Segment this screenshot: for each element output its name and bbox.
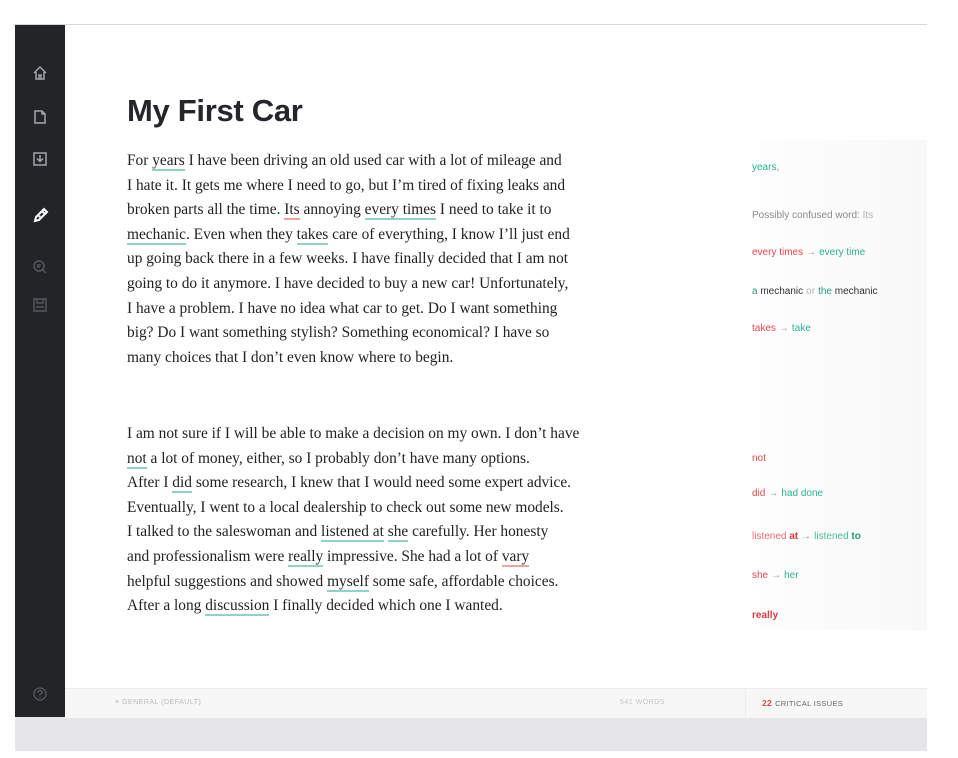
flagged-word[interactable]: Its <box>284 201 300 219</box>
suggestion-option-the-word: mechanic <box>834 286 878 297</box>
suggestion-card-not[interactable] <box>752 453 766 464</box>
issues-label: CRITICAL ISSUES <box>775 699 844 708</box>
issues-number: 22 <box>762 698 773 708</box>
suggestion-card-she[interactable] <box>752 570 799 581</box>
arrow-icon: → <box>806 247 817 258</box>
suggestion-option-a: a <box>752 286 758 297</box>
text-line <box>127 272 707 297</box>
flagged-word[interactable]: myself <box>327 572 369 590</box>
text-segment: some safe, affordable choices. <box>368 572 559 590</box>
text-segment: I have been driving an old used car with a lot of mileage and <box>184 152 562 169</box>
document-title[interactable]: My First Car <box>127 93 303 128</box>
suggestion-text: years, <box>752 162 780 173</box>
suggestion-card-listened-at[interactable] <box>752 531 861 542</box>
text-segment: broken parts all the time. <box>127 201 285 219</box>
text-line <box>127 570 707 595</box>
paragraph-2[interactable] <box>127 422 707 619</box>
word-count: 541 WORDS <box>620 699 665 706</box>
flagged-word[interactable]: years <box>152 152 185 169</box>
suggestion-to: her <box>784 570 799 581</box>
flagged-word[interactable]: listened at <box>321 523 384 541</box>
text-segment: Eventually, I went to a local dealership to check out some new models. <box>127 498 564 516</box>
text-line <box>127 422 707 447</box>
writing-profile[interactable]: ≡ GENERAL (DEFAULT) <box>115 699 202 706</box>
status-bar <box>65 688 927 718</box>
suggestion-to-a: listened <box>814 531 849 542</box>
flagged-word[interactable]: takes <box>296 225 329 243</box>
text-line <box>127 223 707 248</box>
suggestion-text: really <box>752 610 779 621</box>
text-line <box>127 545 707 570</box>
text-segment: I have a problem. I have no idea what car to get. Do I want something <box>127 299 558 317</box>
save-icon[interactable] <box>15 292 65 318</box>
text-line <box>127 321 707 346</box>
suggestion-from: did <box>752 488 766 499</box>
suggestion-text: not <box>752 453 766 464</box>
text-segment: big? Do I want something stylish? Something economical? I have so <box>127 324 550 342</box>
text-line <box>127 247 707 272</box>
suggestion-option-the: the <box>818 286 832 297</box>
suggestion-from-a: listened <box>752 531 787 542</box>
flagged-word[interactable]: mechanic <box>127 225 186 243</box>
text-segment: I am not sure if I will be able to make a decision on my own. I don’t have <box>127 425 580 442</box>
text-line <box>127 346 707 371</box>
suggestion-to: take <box>791 323 811 334</box>
text-segment: many choices that I don’t even know where to begin. <box>127 348 454 366</box>
window-bottom-bar <box>15 717 927 751</box>
pen-icon[interactable] <box>15 203 65 229</box>
text-segment: some research, I knew that I would need some expert advice. <box>191 474 572 492</box>
search-icon[interactable] <box>15 254 65 280</box>
arrow-icon: → <box>768 488 779 499</box>
suggestion-to-b: to <box>851 531 861 542</box>
suggestion-card-mechanic[interactable] <box>752 286 878 297</box>
right-margin <box>927 0 958 758</box>
text-segment: going to do it anymore. I have decided to buy a new car! Unfortunately, <box>127 274 569 292</box>
flagged-word[interactable]: vary <box>501 547 530 565</box>
text-line <box>127 297 707 322</box>
text-segment: For <box>127 152 153 169</box>
text-line <box>127 471 707 496</box>
suggestion-option-a-word: mechanic <box>760 286 804 297</box>
arrow-icon: → <box>771 570 782 581</box>
suggestion-card-every-times[interactable] <box>752 247 865 258</box>
text-segment: impressive. She had a lot of <box>323 547 502 565</box>
suggestion-to: had done <box>781 488 824 499</box>
text-segment: I finally decided which one I wanted. <box>269 597 503 615</box>
suggestion-card-really[interactable] <box>752 610 778 621</box>
suggestion-card-did[interactable] <box>752 488 823 499</box>
text-line <box>127 174 707 199</box>
text-segment: a lot of money, either, so I probably don’t have many options. <box>146 449 530 467</box>
arrow-icon: → <box>801 531 812 542</box>
paragraph-1[interactable] <box>127 149 707 370</box>
text-line <box>127 496 707 521</box>
text-segment: After I <box>127 474 173 492</box>
suggestion-card-years[interactable] <box>752 162 779 173</box>
flagged-word[interactable]: really <box>288 547 324 565</box>
text-line <box>127 149 707 174</box>
text-segment: up going back there in a few weeks. I have finally decided that I am not <box>127 250 569 268</box>
suggestion-card-its[interactable] <box>752 210 873 221</box>
sidebar <box>15 25 65 717</box>
text-segment: and professionalism were <box>127 547 289 565</box>
text-segment: annoying <box>299 201 365 219</box>
suggestion-card-takes[interactable] <box>752 323 811 334</box>
arrow-icon: → <box>778 323 789 334</box>
text-line <box>127 520 707 545</box>
critical-issues-count[interactable] <box>762 698 843 708</box>
flagged-word[interactable]: discussion <box>205 597 270 615</box>
status-divider <box>745 689 746 718</box>
text-segment: helpful suggestions and showed <box>127 572 328 590</box>
text-segment: I hate it. It gets me where I need to go, but I’m tired of fixing leaks and <box>127 176 566 194</box>
text-segment: I need to take it to <box>436 201 552 219</box>
home-icon[interactable] <box>15 60 65 86</box>
text-line <box>127 198 707 223</box>
text-segment: . Even when they <box>185 225 297 243</box>
flagged-word[interactable]: not <box>127 449 147 467</box>
suggestion-prefix: Possibly confused word: <box>752 210 860 221</box>
suggestion-or: or <box>806 286 816 297</box>
suggestion-from: she <box>752 570 769 581</box>
suggestion-from: every times <box>752 247 804 258</box>
text-line <box>127 594 707 619</box>
download-icon[interactable] <box>15 146 65 172</box>
suggestion-word: Its <box>862 210 874 221</box>
flagged-word[interactable]: she <box>387 523 409 541</box>
suggestion-to: every time <box>819 247 866 258</box>
flagged-word[interactable]: did <box>172 474 192 492</box>
suggestion-from-b: at <box>789 531 799 542</box>
document-icon[interactable] <box>15 104 65 130</box>
text-segment: carefully. Her honesty <box>408 523 549 541</box>
text-segment: After a long <box>127 597 206 615</box>
help-icon[interactable] <box>15 681 65 707</box>
text-segment: care of everything, I know I’ll just end <box>328 225 570 243</box>
suggestion-from: takes <box>752 323 776 334</box>
text-line <box>127 447 707 472</box>
text-segment: I talked to the saleswoman and <box>127 523 322 541</box>
flagged-word[interactable]: every times <box>364 201 437 219</box>
